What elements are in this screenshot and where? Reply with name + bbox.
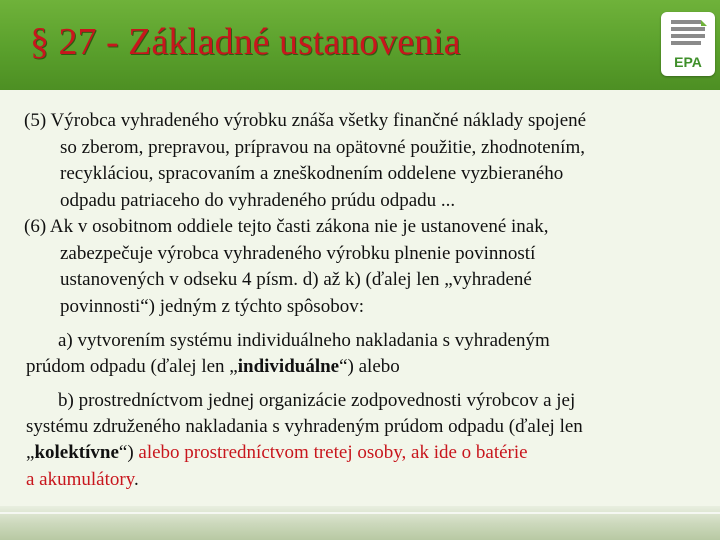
paragraph-5-line-2: so zberom, prepravou, prípravou na opätovné použitie, zhodnotením, [60,137,585,158]
item-b-line-1: b) prostredníctvom jednej organizácie zodpovednosti výrobcov a jej [58,390,576,411]
paragraph-5-line-3: recykláciou, spracovaním a zneškodnením oddelene vyzbieraného [60,163,564,184]
kolektivne-term: kolektívne [34,442,119,463]
item-b-line-3-close: “) [118,442,134,463]
epa-logo [661,12,715,76]
paragraph-6-line-1: (6) Ak v osobitnom oddiele tejto časti zákona nie je ustanovené inak, [24,216,549,237]
footer-divider [0,512,720,514]
item-b-line-3 [26,442,528,464]
item-b-line-3-red-text: alebo prostredníctvom tretej osoby, ak ide o batérie [133,442,528,463]
paragraph-6-line-4: povinnosti“) jedným z týchto spôsobov: [60,296,364,317]
item-b-line-4-period: . [133,469,139,490]
item-a-line-2-end: “) alebo [339,356,400,377]
slide-title: § 27 - Základné ustanovenia [30,21,461,63]
paragraph-6-line-2: zabezpečuje výrobca vyhradeného výrobku plnenie povinností [60,243,536,264]
item-b-line-2: systému združeného nakladania s vyhradeným prúdom odpadu (ďalej len [26,416,583,437]
slide-header [0,0,720,90]
paragraph-5-line-1: (5) Výrobca vyhradeného výrobku znáša všetky finančné náklady spojené [24,110,587,131]
individualne-term: individuálne [237,356,340,377]
epa-logo-text: EPA [674,54,702,70]
item-b-line-4 [26,469,139,491]
item-a-line-2-text: prúdom odpadu (ďalej len „ [26,356,238,377]
item-b-line-3-open-quote: „ [26,442,35,463]
paragraph-5-line-4: odpadu patriaceho do vyhradeného prúdu odpadu ... [60,190,456,211]
item-b-line-4-red-text: a akumulátory [26,469,134,490]
paragraph-6-line-3: ustanovených v odseku 4 písm. d) až k) (ďalej len „vyhradené [60,269,532,290]
item-a-line-1: a) vytvorením systému individuálneho nakladania s vyhradeným [58,330,550,351]
item-a-line-2 [26,356,400,378]
